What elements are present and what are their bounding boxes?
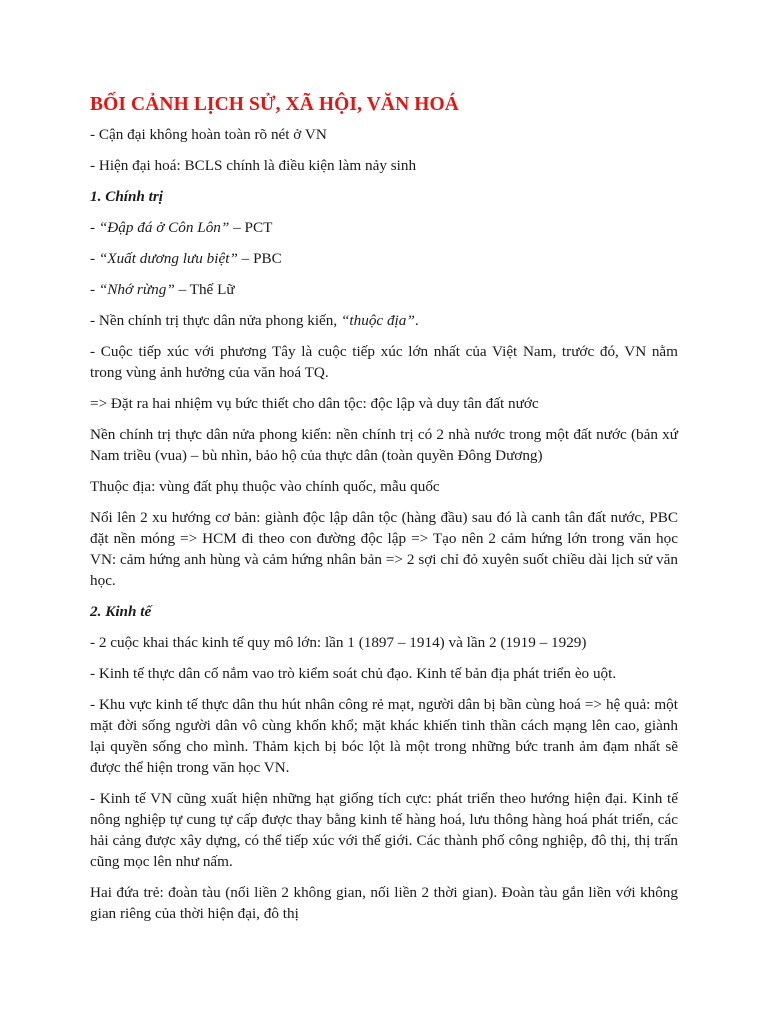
work-prefix: - (90, 250, 99, 267)
section-heading-economy: 2. Kinh tế (90, 603, 152, 620)
work-item (90, 248, 678, 269)
paragraph: - 2 cuộc khai thác kinh tế quy mô lớn: lần 1 (1897 – 1914) và lần 2 (1919 – 1929) (90, 634, 587, 651)
work-title: “Xuất dương lưu biệt” (98, 250, 238, 267)
work-author: – PCT (229, 219, 273, 236)
regime-emphasis: “thuộc địa” (340, 312, 415, 329)
paragraph: - Kinh tế VN cũng xuất hiện những hạt giống tích cực: phát triển theo hướng hiện đại. Kinh tế nông nghiệp tự cung tự cấp được thay bằng kinh tế hàng hoá, lưu thông hàng hoá phát triển, các hải cảng được xây dựng, có thể tiếp xúc với thế giới. Các thành phố công nghiệp, đô thị, thị trấn cũng mọc lên như nấm. (90, 790, 678, 870)
work-title: “Nhớ rừng” (98, 281, 175, 298)
work-prefix: - (90, 281, 99, 298)
work-author: – Thế Lữ (174, 281, 235, 298)
regime-end: . (414, 312, 419, 329)
intro-line-2: - Hiện đại hoá: BCLS chính là điều kiện làm nảy sinh (90, 157, 417, 174)
regime-paragraph (90, 310, 678, 331)
paragraph: Hai đứa trẻ: đoàn tàu (nối liền 2 không gian, nối liền 2 thời gian). Đoàn tàu gắn liền với không gian riêng của thời hiện đại, đô thị (90, 884, 678, 922)
paragraph: - Kinh tế thực dân cố nắm vao trò kiểm soát chủ đạo. Kinh tế bản địa phát triển èo uột. (90, 665, 617, 682)
paragraph: Nổi lên 2 xu hướng cơ bản: giành độc lập dân tộc (hàng đầu) sau đó là canh tân đất nước, PBC đặt nền móng => HCM đi theo con đường độc lập => Tạo nên 2 cảm hứng lớn trong văn học VN: cảm hứng anh hùng và cảm hứng nhân bản => 2 sợi chỉ đỏ xuyên suốt chiều dài lịch sử văn học. (90, 509, 678, 589)
work-title: “Đập đá ở Côn Lôn” (98, 219, 230, 236)
work-item (90, 217, 678, 238)
paragraph: - Khu vực kinh tế thực dân thu hút nhân công rẻ mạt, người dân bị bần cùng hoá => hệ quả: một mặt đời sống người dân vô cùng khốn khổ; mặt khác khiến tinh thần cách mạng lên cao, giành lại quyền sống cho mình. Thảm kịch bị bóc lột là một trong những bức tranh ảm đạm nhất sẽ được thể hiện trong văn học VN. (90, 696, 678, 776)
section-heading-politics: 1. Chính trị (90, 188, 164, 205)
document-title: BỐI CẢNH LỊCH SỬ, XÃ HỘI, VĂN HOÁ (90, 94, 459, 115)
work-author: – PBC (237, 250, 282, 267)
work-prefix: - (90, 219, 99, 236)
document-page (90, 92, 678, 934)
regime-text: - Nền chính trị thực dân nửa phong kiến, (90, 312, 341, 329)
paragraph: - Cuộc tiếp xúc với phương Tây là cuộc tiếp xúc lớn nhất của Việt Nam, trước đó, VN nằm trong vùng ảnh hưởng của văn hoá TQ. (90, 343, 678, 381)
work-item (90, 279, 678, 300)
paragraph: Nền chính trị thực dân nửa phong kiến: nền chính trị có 2 nhà nước trong một đất nước (bản xứ Nam triều (vua) – bù nhìn, bảo hộ của thực dân (toàn quyền Đông Dương) (90, 426, 678, 464)
paragraph: => Đặt ra hai nhiệm vụ bức thiết cho dân tộc: độc lập và duy tân đất nước (90, 395, 539, 412)
paragraph: Thuộc địa: vùng đất phụ thuộc vào chính quốc, mẫu quốc (90, 478, 440, 495)
intro-line-1: - Cận đại không hoàn toàn rõ nét ở VN (90, 126, 327, 143)
